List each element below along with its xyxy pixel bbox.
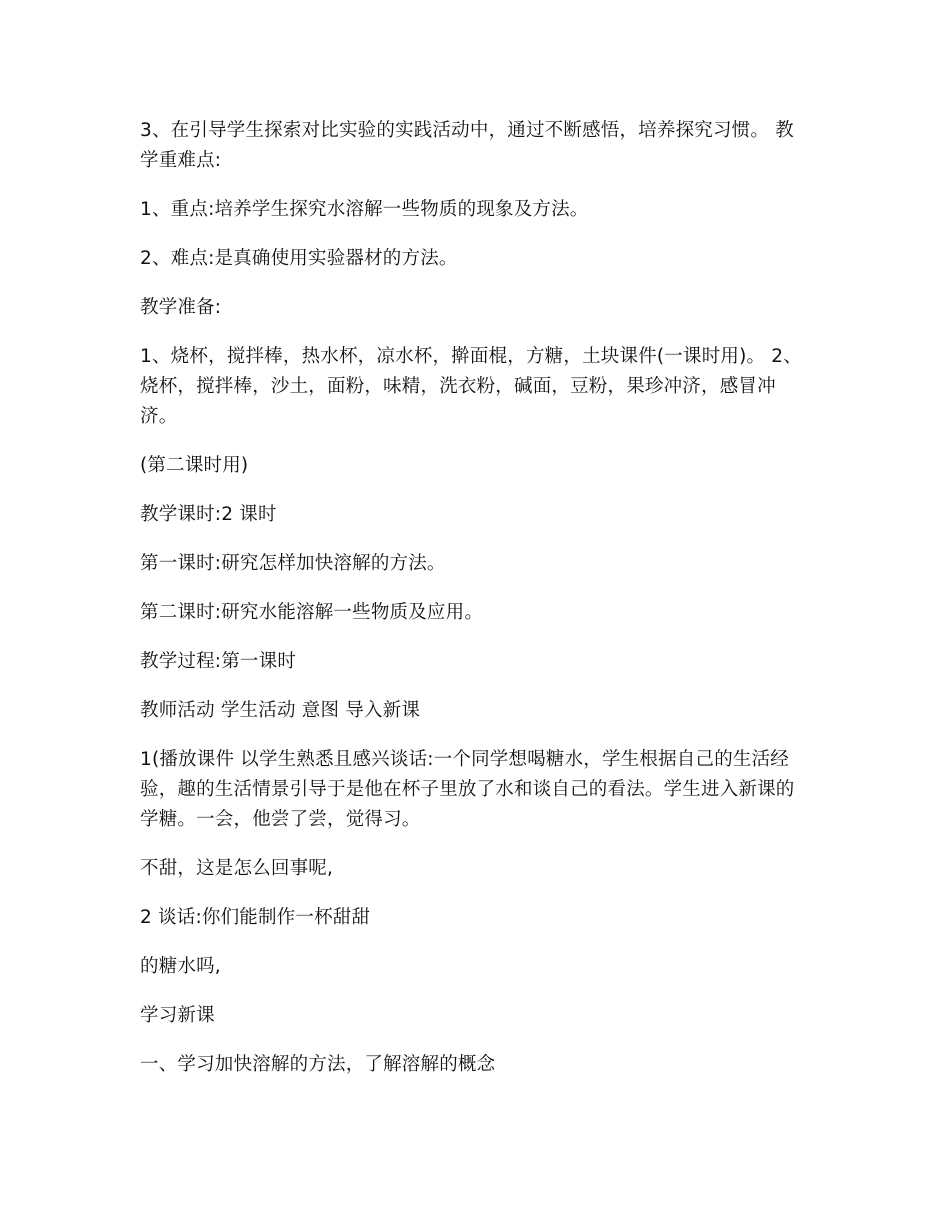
paragraph-lesson-hours: 教学课时:2 课时	[140, 504, 277, 525]
paragraph-objective-3: 3、在引导学生探索对比实验的实践活动中，通过不断感悟，培养探究习惯。 教学重难点:	[140, 120, 794, 171]
paragraph-table-headers: 教师活动 学生活动 意图 导入新课	[140, 700, 421, 721]
paragraph-section-one: 一、学习加快溶解的方法，了解溶解的概念	[140, 1054, 496, 1075]
paragraph-new-lesson-heading: 学习新课	[140, 1005, 215, 1026]
paragraph-talk-2-cont: 的糖水吗,	[140, 956, 221, 977]
paragraph-first-lesson: 第一课时:研究怎样加快溶解的方法。	[140, 553, 446, 574]
paragraph-intro-activity: 1(播放课件 以学生熟悉且感兴谈话:一个同学想喝糖水，学生根据自己的生活经验，趣的生活情景引导于是他在杯子里放了水和谈自己的看法。学生进入新课的学糖。一会，他尝了尝，觉得习。	[140, 749, 795, 830]
paragraph-difficulty: 2、难点:是真确使用实验器材的方法。	[140, 248, 458, 269]
paragraph-second-lesson-note: (第二课时用)	[140, 455, 249, 476]
paragraph-talk-2: 2 谈话:你们能制作一杯甜甜	[140, 907, 371, 928]
document-page	[140, 116, 812, 1099]
paragraph-preparation-heading: 教学准备:	[140, 297, 222, 318]
paragraph-materials: 1、烧杯，搅拌棒，热水杯，凉水杯，擀面棍，方糖，土块课件(一课时用)。 2、烧杯，搅拌棒，沙土，面粉，味精，洗衣粉，碱面，豆粉，果珍冲济，感冒冲济。	[140, 346, 802, 427]
paragraph-second-lesson: 第二课时:研究水能溶解一些物质及应用。	[140, 602, 484, 623]
paragraph-process-heading: 教学过程:第一课时	[140, 651, 297, 672]
paragraph-question: 不甜，这是怎么回事呢,	[140, 858, 334, 879]
paragraph-key-point: 1、重点:培养学生探究水溶解一些物质的现象及方法。	[140, 199, 589, 220]
